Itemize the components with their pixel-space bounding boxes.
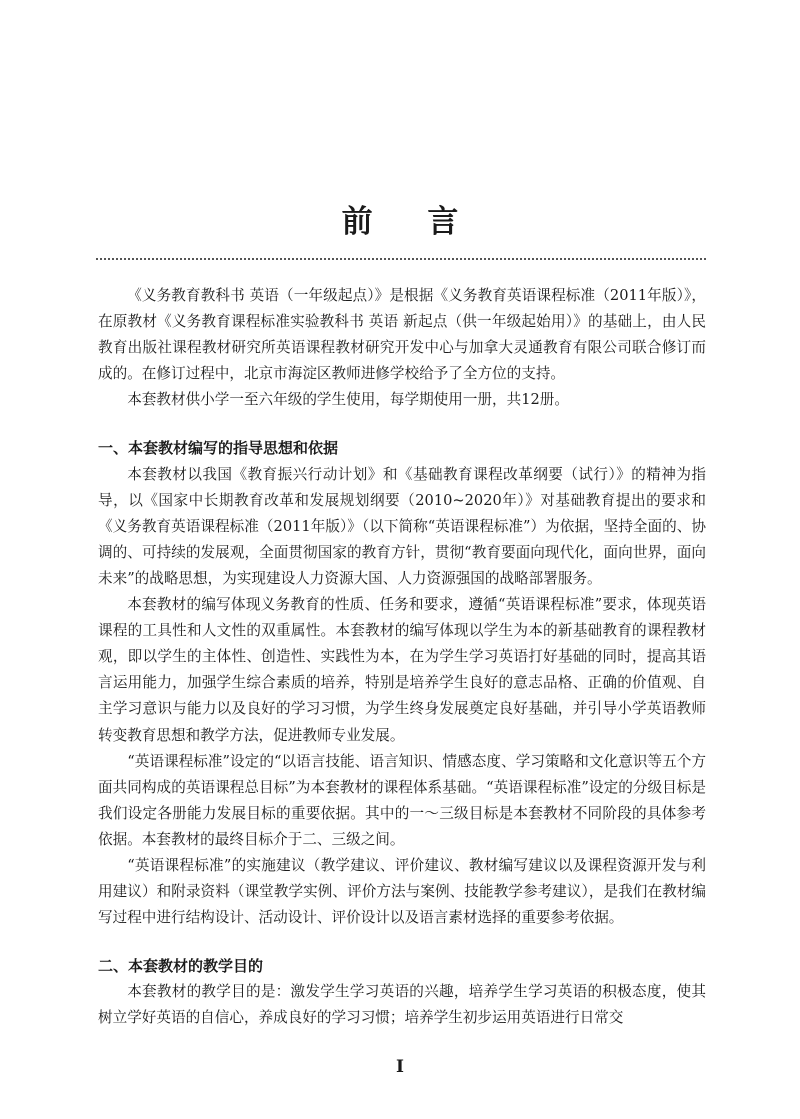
dotted-divider <box>96 258 706 260</box>
section-paragraph: 本套教材的教学目的是：激发学生学习英语的兴趣，培养学生学习英语的积极态度，使其树立学好英语的自信心，养成良好的学习习惯；培养学生初步运用英语进行日常交 <box>98 983 706 1027</box>
preface-body <box>98 283 706 1032</box>
section-paragraph: “英语课程标准”的实施建议（教学建议、评价建议、教材编写建议以及课程资源开发与利用建议）和附录资料（课堂教学实例、评价方法与案例、技能教学参考建议），是我们在教材编写过程中进行结构设计、活动设计、评价设计以及语言素材选择的重要参考依据。 <box>98 856 706 927</box>
section-paragraph: “英语课程标准”设定的“以语言技能、语言知识、情感态度、学习策略和文化意识等五个方面共同构成的英语课程总目标”为本套教材的课程体系基础。“英语课程标准”设定的分级目标是我们设定各册能力发展目标的重要依据。其中的一～三级目标是本套教材不同阶段的具体参考依据。本套教材的最终目标介于二、三级之间。 <box>98 752 706 848</box>
page-number: I <box>396 1057 404 1077</box>
page-title: 前 言 <box>341 204 481 240</box>
intro-paragraph: 《义务教育教科书 英语（一年级起点）》是根据《义务教育英语课程标准（2011年版）》，在原教材《义务教育课程标准实验教科书 英语 新起点（供一年级起始用）》的基础上，由人民教育出版社课程教材研究所英语课程教材研究开发中心与加拿大灵通教育有限公司联合修订而成的。在修订过程中，北京市海淀区教师进修学校给予了全方位的支持。 <box>98 287 706 383</box>
section-heading: 二、本套教材的教学目的 <box>98 957 264 976</box>
intro-paragraph: 本套教材供小学一至六年级的学生使用，每学期使用一册，共12册。 <box>127 391 569 409</box>
section-paragraph: 本套教材以我国《教育振兴行动计划》和《基础教育课程改革纲要（试行）》的精神为指导，以《国家中长期教育改革和发展规划纲要（2010~2020年）》对基础教育提出的要求和《义务教育英语课程标准（2011年版）》（以下简称“英语课程标准”）为依据，坚持全面的、协调的、可持续的发展观，全面贯彻国家的教育方针，贯彻“教育要面向现代化，面向世界，面向未来”的战略思想，为实现建设人力资源大国、人力资源强国的战略部署服务。 <box>98 465 706 587</box>
section-heading: 一、本套教材编写的指导思想和依据 <box>98 439 339 458</box>
section-paragraph: 本套教材的编写体现义务教育的性质、任务和要求，遵循“英语课程标准”要求，体现英语课程的工具性和人文性的双重属性。本套教材的编写体现以学生为本的新基础教育的课程教材观，即以学生的主体性、创造性、实践性为本，在为学生学习英语打好基础的同时，提高其语言运用能力，加强学生综合素质的培养，特别是培养学生良好的意志品格、正确的价值观、自主学习意识与能力以及良好的学习习惯，为学生终身发展奠定良好基础，并引导小学英语教师转变教育思想和教学方法，促进教师专业发展。 <box>98 596 706 744</box>
